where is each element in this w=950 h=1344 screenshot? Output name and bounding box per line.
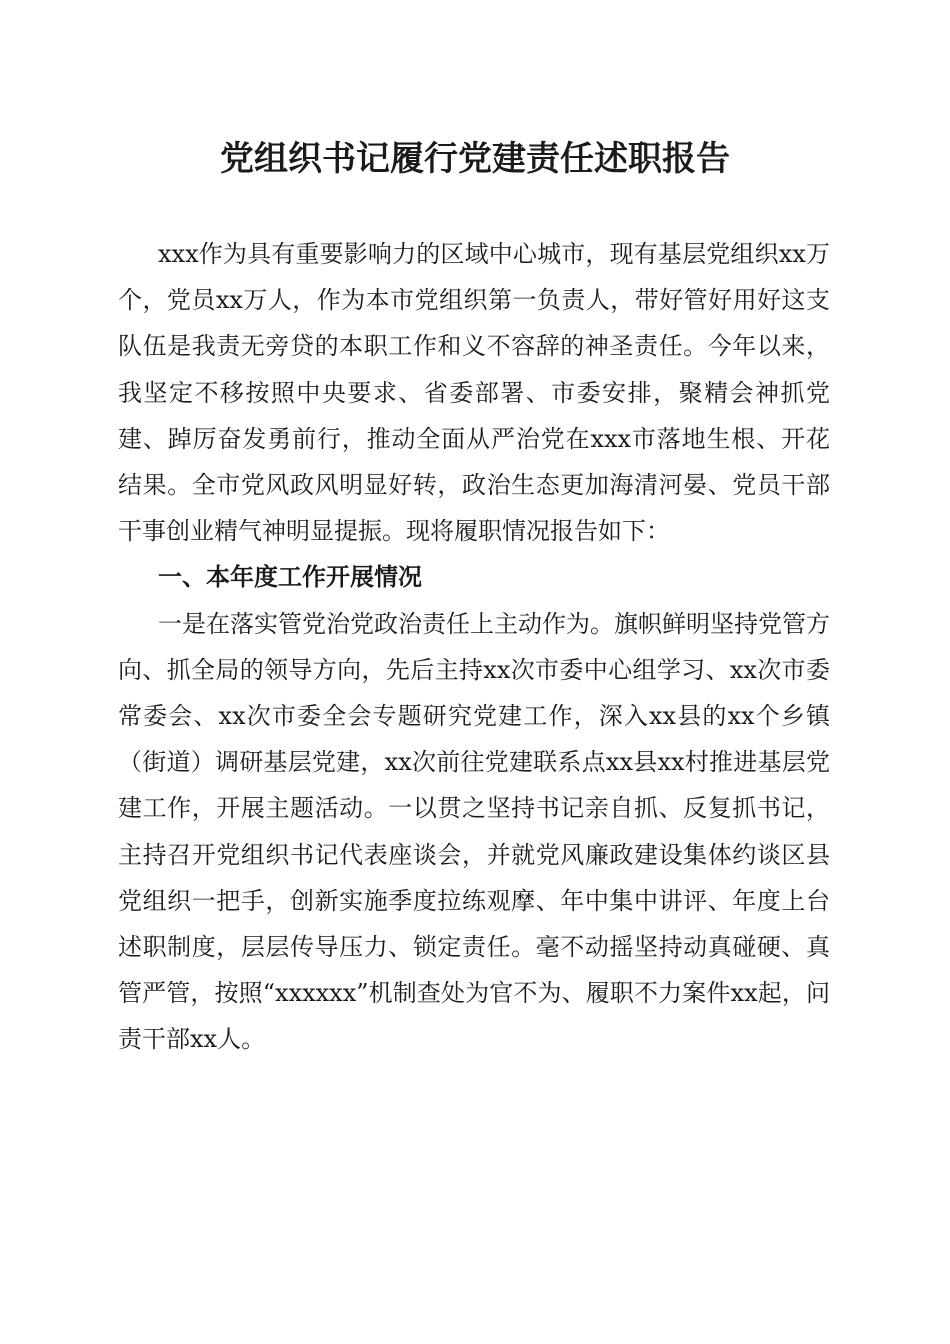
section-heading: 一、本年度工作开展情况	[158, 563, 422, 592]
intro-paragraph: xxx作为具有重要影响力的区域中心城市，现有基层党组织xx万个，党员xx万人，作为本市党组织第一负责人，带好管好用好这支队伍是我责无旁贷的本职工作和义不容辞的神圣责任。今年以来，我坚定不移按照中央要求、省委部署、市委安排，聚精会神抓党建、踔厉奋发勇前行，推动全面从严治党在xxx市落地生根、开花结果。全市党风政风明显好转，政治生态更加海清河晏、党员干部干事创业精气神明显提振。现将履职情况报告如下：	[118, 240, 830, 546]
document-body	[118, 231, 830, 1063]
document-title: 党组织书记履行党建责任述职报告	[220, 139, 730, 179]
section-paragraph: 一是在落实管党治党政治责任上主动作为。旗帜鲜明坚持党管方向、抓全局的领导方向，先后主持xx次市委中心组学习、xx次市委常委会、xx次市委全会专题研究党建工作，深入xx县的xx个乡镇（街道）调研基层党建，xx次前往党建联系点xx县xx村推进基层党建工作，开展主题活动。一以贯之坚持书记亲自抓、反复抓书记，主持召开党组织书记代表座谈会，并就党风廉政建设集体约谈区县党组织一把手，创新实施季度拉练观摩、年中集中讲评、年度上台述职制度，层层传导压力、锁定责任。毫不动摇坚持动真碰硬、真管严管，按照“xxxxxx”机制查处为官不为、履职不力案件xx起，问责干部xx人。	[118, 609, 830, 1054]
